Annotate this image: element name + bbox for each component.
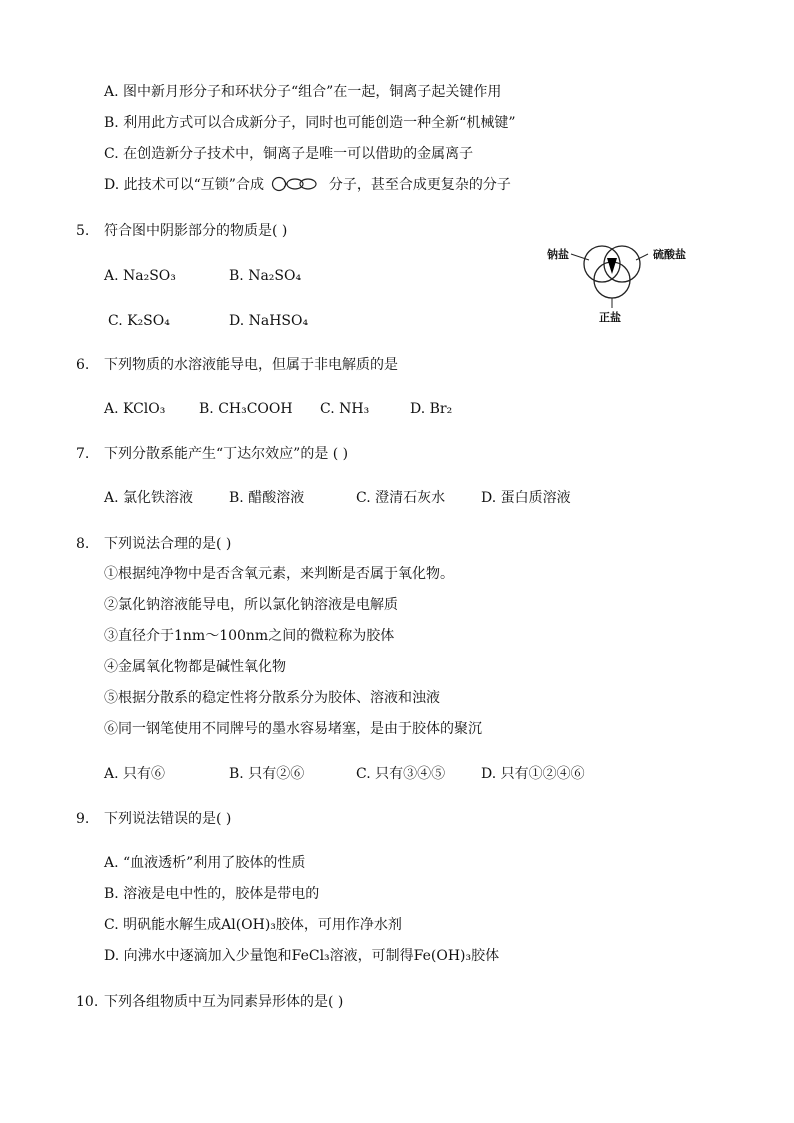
- q6-stem: 下列物质的水溶液能导电，但属于非电解质的是: [104, 357, 398, 373]
- q8-option-b: B. 只有②⑥: [229, 766, 305, 782]
- q8-option-c: C. 只有③④⑤: [356, 766, 446, 782]
- q6-option-a: A. KClO₃: [104, 401, 166, 417]
- q9-option-a: A. “血液透析”利用了胶体的性质: [104, 855, 306, 871]
- q8-statement-6: ⑥同一钢笔使用不同牌号的墨水容易堵塞，是由于胶体的聚沉: [104, 721, 482, 737]
- q7-stem: 下列分散系能产生“丁达尔效应”的是 ( ): [104, 446, 349, 462]
- q7-option-b: B. 醋酸溶液: [229, 490, 305, 506]
- q5-option-b: B. Na₂SO₄: [229, 268, 302, 284]
- q9-option-d: D. 向沸水中逐滴加入少量饱和FeCl₃溶液，可制得Fe(OH)₃胶体: [104, 948, 500, 964]
- q9-stem: 下列说法错误的是( ): [104, 811, 232, 827]
- q8-statement-1: ①根据纯净物中是否含氧元素，来判断是否属于氧化物。: [104, 566, 454, 582]
- q10-number: 10.: [76, 994, 99, 1010]
- q8-stem: 下列说法合理的是( ): [104, 536, 232, 552]
- q4-option-c: C. 在创造新分子技术中，铜离子是唯一可以借助的金属离子: [104, 146, 474, 162]
- venn-label-normal-salt: 正盐: [599, 311, 621, 324]
- interlocked-molecule-icon: [270, 176, 322, 192]
- q6-option-c: C. NH₃: [320, 401, 370, 417]
- q7-number: 7.: [76, 446, 90, 462]
- q8-statement-3: ③直径介于1nm～100nm之间的微粒称为胶体: [104, 628, 395, 644]
- q8-statement-4: ④金属氧化物都是碱性氧化物: [104, 659, 286, 675]
- q8-statement-5: ⑤根据分散系的稳定性将分散系分为胶体、溶液和浊液: [104, 690, 440, 706]
- q8-statement-2: ②氯化钠溶液能导电，所以氯化钠溶液是电解质: [104, 597, 398, 613]
- q5-stem: 符合图中阴影部分的物质是( ): [104, 223, 288, 239]
- q4-option-d-text-after: 分子，甚至合成更复杂的分子: [328, 177, 511, 193]
- venn-label-sodium-salt: 钠盐: [547, 248, 569, 261]
- q5-option-d: D. NaHSO₄: [229, 313, 309, 329]
- q5-number: 5.: [76, 223, 90, 239]
- q7-option-a: A. 氯化铁溶液: [104, 490, 194, 506]
- q8-number: 8.: [76, 536, 90, 552]
- q4-option-d: [104, 176, 511, 194]
- q10-stem: 下列各组物质中互为同素异形体的是( ): [104, 994, 344, 1010]
- q4-option-b: B. 利用此方式可以合成新分子，同时也可能创造一种全新“机械键”: [104, 115, 516, 131]
- q8-option-a: A. 只有⑥: [104, 766, 166, 782]
- venn-label-sulfate: 硫酸盐: [653, 248, 686, 261]
- q9-option-c: C. 明矾能水解生成Al(OH)₃胶体，可用作净水剂: [104, 917, 402, 933]
- q5-option-c: C. K₂SO₄: [108, 313, 170, 329]
- q4-option-a: A. 图中新月形分子和环状分子“组合”在一起，铜离子起关键作用: [104, 84, 502, 100]
- venn-diagram: [545, 236, 695, 326]
- q9-number: 9.: [76, 811, 90, 827]
- q7-option-d: D. 蛋白质溶液: [481, 490, 571, 506]
- q8-option-d: D. 只有①②④⑥: [481, 766, 585, 782]
- q6-number: 6.: [76, 357, 90, 373]
- q7-option-c: C. 澄清石灰水: [356, 490, 446, 506]
- q6-option-b: B. CH₃COOH: [199, 401, 293, 417]
- q6-option-d: D. Br₂: [410, 401, 453, 417]
- q5-option-a: A. Na₂SO₃: [104, 268, 176, 284]
- q9-option-b: B. 溶液是电中性的，胶体是带电的: [104, 886, 320, 902]
- q4-option-d-text-before: D. 此技术可以“互锁”合成: [104, 177, 264, 193]
